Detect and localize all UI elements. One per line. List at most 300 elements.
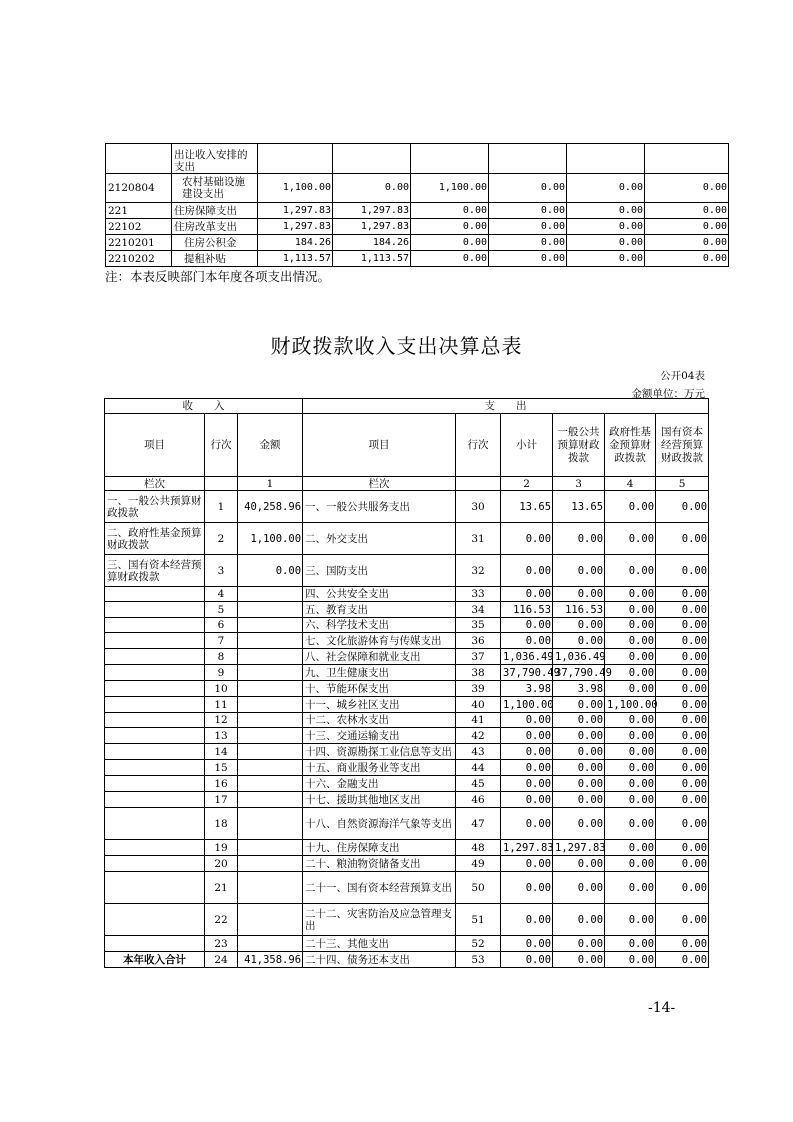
colnum-cell: 1 bbox=[238, 477, 303, 491]
name-cell: 出让收入安排的支出 bbox=[172, 144, 258, 174]
expense-item-cell: 二十四、债务还本支出 bbox=[303, 952, 456, 968]
state-capital-cell: 0.00 bbox=[656, 491, 709, 523]
income-item-cell bbox=[105, 665, 205, 681]
subtotal-cell: 0.00 bbox=[501, 728, 553, 744]
value-cell: 1,297.83 bbox=[333, 203, 411, 219]
line-header: 行次 bbox=[205, 414, 238, 477]
value-cell: 0.00 bbox=[489, 203, 567, 219]
table-note: 注：本表反映部门本年度各项支出情况。 bbox=[105, 269, 331, 284]
income-item-cell: 本年收入合计 bbox=[105, 952, 205, 968]
column-number-row bbox=[105, 477, 709, 491]
table-row bbox=[106, 144, 729, 174]
value-cell: 0.00 bbox=[411, 219, 489, 235]
table-row bbox=[105, 872, 709, 904]
expense-item-cell: 九、卫生健康支出 bbox=[303, 665, 456, 681]
amount-cell bbox=[238, 808, 303, 840]
value-cell: 0.00 bbox=[411, 235, 489, 251]
colnum-cell bbox=[205, 477, 238, 491]
value-cell bbox=[258, 144, 333, 174]
fund-budget-cell: 0.00 bbox=[605, 587, 656, 602]
expense-item-cell: 六、科学技术支出 bbox=[303, 618, 456, 633]
general-budget-cell: 37,790.49 bbox=[553, 665, 605, 681]
table-row bbox=[105, 713, 709, 728]
amount-cell bbox=[238, 904, 303, 936]
line-cell: 32 bbox=[456, 555, 501, 587]
general-budget-cell: 0.00 bbox=[553, 728, 605, 744]
expense-item-cell: 十八、自然资源海洋气象等支出 bbox=[303, 808, 456, 840]
line-cell: 44 bbox=[456, 760, 501, 776]
line-cell: 35 bbox=[456, 618, 501, 633]
fiscal-appropriation-summary-table bbox=[104, 398, 709, 968]
state-capital-cell: 0.00 bbox=[656, 618, 709, 633]
fund-budget-cell: 0.00 bbox=[605, 555, 656, 587]
colnum-label: 栏次 bbox=[105, 477, 205, 491]
amount-unit: 金额单位：万元 bbox=[631, 388, 705, 400]
line-cell: 19 bbox=[205, 840, 238, 856]
header-row bbox=[105, 399, 709, 414]
page-number: -14- bbox=[648, 1000, 676, 1016]
table-row bbox=[106, 235, 729, 251]
value-cell: 0.00 bbox=[645, 219, 729, 235]
income-item-cell: 一、一般公共预算财政拨款 bbox=[105, 491, 205, 523]
amount-cell bbox=[238, 776, 303, 792]
line-cell: 13 bbox=[205, 728, 238, 744]
value-cell: 0.00 bbox=[567, 203, 645, 219]
expense-item-cell: 五、教育支出 bbox=[303, 602, 456, 618]
table-row bbox=[105, 681, 709, 697]
expense-item-cell: 十一、城乡社区支出 bbox=[303, 697, 456, 713]
expense-item-cell: 二十二、灾害防治及应急管理支出 bbox=[303, 904, 456, 936]
line-cell: 15 bbox=[205, 760, 238, 776]
amount-cell bbox=[238, 728, 303, 744]
subtotal-cell: 1,100.00 bbox=[501, 697, 553, 713]
fund-budget-cell: 0.00 bbox=[605, 665, 656, 681]
line-cell: 39 bbox=[456, 681, 501, 697]
general-budget-cell: 0.00 bbox=[553, 555, 605, 587]
value-cell: 0.00 bbox=[411, 251, 489, 267]
amount-cell bbox=[238, 792, 303, 808]
state-capital-cell: 0.00 bbox=[656, 904, 709, 936]
income-item-cell bbox=[105, 808, 205, 840]
fund-budget-cell: 0.00 bbox=[605, 904, 656, 936]
general-budget-cell: 0.00 bbox=[553, 952, 605, 968]
code-cell: 2210202 bbox=[106, 251, 172, 267]
income-item-cell bbox=[105, 602, 205, 618]
state-capital-cell: 0.00 bbox=[656, 633, 709, 649]
line-cell: 43 bbox=[456, 744, 501, 760]
item-header: 项目 bbox=[303, 414, 456, 477]
income-item-cell bbox=[105, 681, 205, 697]
amount-cell bbox=[238, 681, 303, 697]
amount-cell bbox=[238, 649, 303, 665]
subtotal-cell: 0.00 bbox=[501, 744, 553, 760]
value-cell: 184.26 bbox=[333, 235, 411, 251]
line-cell: 11 bbox=[205, 697, 238, 713]
income-item-cell bbox=[105, 904, 205, 936]
value-cell bbox=[567, 144, 645, 174]
amount-cell bbox=[238, 618, 303, 633]
state-capital-header: 国有资本经营预算财政拨款 bbox=[656, 414, 709, 477]
table-row bbox=[105, 840, 709, 856]
amount-cell: 41,358.96 bbox=[238, 952, 303, 968]
line-cell: 3 bbox=[205, 555, 238, 587]
colnum-cell bbox=[456, 477, 501, 491]
expense-item-cell: 十四、资源勘探工业信息等支出 bbox=[303, 744, 456, 760]
general-budget-cell: 3.98 bbox=[553, 681, 605, 697]
colnum-cell: 2 bbox=[501, 477, 553, 491]
expense-item-cell: 十、节能环保支出 bbox=[303, 681, 456, 697]
line-cell: 31 bbox=[456, 523, 501, 555]
general-budget-cell: 0.00 bbox=[553, 904, 605, 936]
state-capital-cell: 0.00 bbox=[656, 697, 709, 713]
line-cell: 37 bbox=[456, 649, 501, 665]
value-cell: 184.26 bbox=[258, 235, 333, 251]
subtotal-cell: 0.00 bbox=[501, 952, 553, 968]
state-capital-cell: 0.00 bbox=[656, 713, 709, 728]
value-cell: 0.00 bbox=[645, 174, 729, 203]
table-row bbox=[105, 904, 709, 936]
state-capital-cell: 0.00 bbox=[656, 760, 709, 776]
fund-budget-cell: 0.00 bbox=[605, 792, 656, 808]
general-budget-cell: 1,036.49 bbox=[553, 649, 605, 665]
table-row bbox=[105, 744, 709, 760]
state-capital-cell: 0.00 bbox=[656, 665, 709, 681]
line-cell: 24 bbox=[205, 952, 238, 968]
subtotal-cell: 0.00 bbox=[501, 792, 553, 808]
fund-budget-cell: 1,100.00 bbox=[605, 697, 656, 713]
income-item-cell: 二、政府性基金预算财政拨款 bbox=[105, 523, 205, 555]
income-item-cell bbox=[105, 744, 205, 760]
subtotal-cell: 0.00 bbox=[501, 713, 553, 728]
subtotal-cell: 1,297.83 bbox=[501, 840, 553, 856]
state-capital-cell: 0.00 bbox=[656, 872, 709, 904]
income-item-cell bbox=[105, 840, 205, 856]
subtotal-cell: 1,036.49 bbox=[501, 649, 553, 665]
income-item-cell bbox=[105, 936, 205, 952]
line-cell: 9 bbox=[205, 665, 238, 681]
general-budget-cell: 0.00 bbox=[553, 633, 605, 649]
general-budget-cell: 0.00 bbox=[553, 792, 605, 808]
line-cell: 46 bbox=[456, 792, 501, 808]
line-cell: 41 bbox=[456, 713, 501, 728]
subtotal-cell: 0.00 bbox=[501, 904, 553, 936]
income-item-cell bbox=[105, 587, 205, 602]
line-cell: 51 bbox=[456, 904, 501, 936]
name-cell: 住房改革支出 bbox=[172, 219, 258, 235]
general-budget-cell: 0.00 bbox=[553, 856, 605, 872]
line-cell: 2 bbox=[205, 523, 238, 555]
state-capital-cell: 0.00 bbox=[656, 523, 709, 555]
state-capital-cell: 0.00 bbox=[656, 602, 709, 618]
expense-item-cell: 二十三、其他支出 bbox=[303, 936, 456, 952]
page-title: 财政拨款收入支出决算总表 bbox=[270, 334, 523, 358]
expense-item-cell: 十五、商业服务业等支出 bbox=[303, 760, 456, 776]
code-cell bbox=[106, 144, 172, 174]
amount-cell bbox=[238, 840, 303, 856]
value-cell: 0.00 bbox=[411, 203, 489, 219]
line-cell: 40 bbox=[456, 697, 501, 713]
value-cell: 0.00 bbox=[645, 235, 729, 251]
line-cell: 53 bbox=[456, 952, 501, 968]
general-budget-cell: 0.00 bbox=[553, 808, 605, 840]
table-row bbox=[105, 792, 709, 808]
table-row bbox=[105, 760, 709, 776]
table-row bbox=[105, 665, 709, 681]
table-row bbox=[105, 952, 709, 968]
general-budget-cell: 116.53 bbox=[553, 602, 605, 618]
table-row bbox=[106, 219, 729, 235]
state-capital-cell: 0.00 bbox=[656, 555, 709, 587]
income-item-cell bbox=[105, 713, 205, 728]
value-cell: 1,113.57 bbox=[333, 251, 411, 267]
income-item-cell bbox=[105, 618, 205, 633]
name-cell: 提租补贴 bbox=[172, 251, 258, 267]
name-cell: 住房公积金 bbox=[172, 235, 258, 251]
general-budget-cell: 0.00 bbox=[553, 713, 605, 728]
general-budget-cell: 0.00 bbox=[553, 872, 605, 904]
value-cell: 0.00 bbox=[645, 251, 729, 267]
line-cell: 52 bbox=[456, 936, 501, 952]
state-capital-cell: 0.00 bbox=[656, 728, 709, 744]
expense-item-cell: 二、外交支出 bbox=[303, 523, 456, 555]
amount-cell bbox=[238, 697, 303, 713]
value-cell: 0.00 bbox=[489, 174, 567, 203]
line-header: 行次 bbox=[456, 414, 501, 477]
table-row bbox=[106, 203, 729, 219]
income-item-cell bbox=[105, 856, 205, 872]
amount-cell bbox=[238, 633, 303, 649]
general-budget-header: 一般公共预算财政拨款 bbox=[553, 414, 605, 477]
fund-budget-cell: 0.00 bbox=[605, 936, 656, 952]
amount-cell bbox=[238, 872, 303, 904]
name-cell: 农村基础设施建设支出 bbox=[172, 174, 258, 203]
value-cell: 0.00 bbox=[567, 235, 645, 251]
amount-cell bbox=[238, 744, 303, 760]
line-cell: 48 bbox=[456, 840, 501, 856]
income-item-cell bbox=[105, 792, 205, 808]
colnum-cell: 5 bbox=[656, 477, 709, 491]
line-cell: 34 bbox=[456, 602, 501, 618]
subtotal-cell: 0.00 bbox=[501, 633, 553, 649]
general-budget-cell: 1,297.83 bbox=[553, 840, 605, 856]
general-budget-cell: 0.00 bbox=[553, 760, 605, 776]
expense-item-cell: 七、文化旅游体育与传媒支出 bbox=[303, 633, 456, 649]
table-row bbox=[105, 936, 709, 952]
line-cell: 49 bbox=[456, 856, 501, 872]
general-budget-cell: 0.00 bbox=[553, 618, 605, 633]
table-row bbox=[105, 523, 709, 555]
state-capital-cell: 0.00 bbox=[656, 792, 709, 808]
expense-item-cell: 一、一般公共服务支出 bbox=[303, 491, 456, 523]
expense-item-cell: 三、国防支出 bbox=[303, 555, 456, 587]
value-cell: 0.00 bbox=[333, 174, 411, 203]
value-cell: 1,100.00 bbox=[411, 174, 489, 203]
value-cell: 0.00 bbox=[645, 203, 729, 219]
expense-item-cell: 四、公共安全支出 bbox=[303, 587, 456, 602]
continued-expense-table bbox=[105, 143, 729, 267]
item-header: 项目 bbox=[105, 414, 205, 477]
fund-budget-cell: 0.00 bbox=[605, 713, 656, 728]
line-cell: 22 bbox=[205, 904, 238, 936]
table-row bbox=[105, 618, 709, 633]
subtotal-cell: 13.65 bbox=[501, 491, 553, 523]
line-cell: 47 bbox=[456, 808, 501, 840]
income-header: 收 入 bbox=[105, 399, 303, 414]
line-cell: 30 bbox=[456, 491, 501, 523]
amount-cell bbox=[238, 713, 303, 728]
amount-cell: 1,100.00 bbox=[238, 523, 303, 555]
value-cell: 1,297.83 bbox=[258, 219, 333, 235]
income-item-cell bbox=[105, 649, 205, 665]
state-capital-cell: 0.00 bbox=[656, 952, 709, 968]
expense-item-cell: 十七、援助其他地区支出 bbox=[303, 792, 456, 808]
fund-budget-cell: 0.00 bbox=[605, 649, 656, 665]
line-cell: 23 bbox=[205, 936, 238, 952]
line-cell: 1 bbox=[205, 491, 238, 523]
table-number: 公开04表 bbox=[660, 370, 705, 382]
income-item-cell bbox=[105, 697, 205, 713]
header-row bbox=[105, 414, 709, 477]
table-row bbox=[106, 174, 729, 203]
table-row bbox=[105, 808, 709, 840]
code-cell: 221 bbox=[106, 203, 172, 219]
colnum-cell: 4 bbox=[605, 477, 656, 491]
subtotal-cell: 0.00 bbox=[501, 872, 553, 904]
amount-cell bbox=[238, 665, 303, 681]
code-cell: 2120804 bbox=[106, 174, 172, 203]
table-row bbox=[105, 728, 709, 744]
state-capital-cell: 0.00 bbox=[656, 840, 709, 856]
subtotal-cell: 0.00 bbox=[501, 760, 553, 776]
fund-budget-cell: 0.00 bbox=[605, 602, 656, 618]
expense-item-cell: 十六、金融支出 bbox=[303, 776, 456, 792]
value-cell bbox=[411, 144, 489, 174]
income-item-cell bbox=[105, 633, 205, 649]
income-item-cell bbox=[105, 760, 205, 776]
income-item-cell: 三、国有资本经营预算财政拨款 bbox=[105, 555, 205, 587]
fund-budget-cell: 0.00 bbox=[605, 776, 656, 792]
state-capital-cell: 0.00 bbox=[656, 776, 709, 792]
line-cell: 50 bbox=[456, 872, 501, 904]
fund-budget-cell: 0.00 bbox=[605, 491, 656, 523]
line-cell: 36 bbox=[456, 633, 501, 649]
line-cell: 21 bbox=[205, 872, 238, 904]
line-cell: 5 bbox=[205, 602, 238, 618]
table-row bbox=[105, 649, 709, 665]
state-capital-cell: 0.00 bbox=[656, 649, 709, 665]
colnum-label: 栏次 bbox=[303, 477, 456, 491]
value-cell: 0.00 bbox=[567, 219, 645, 235]
general-budget-cell: 0.00 bbox=[553, 776, 605, 792]
amount-header: 金额 bbox=[238, 414, 303, 477]
colnum-cell: 3 bbox=[553, 477, 605, 491]
value-cell bbox=[645, 144, 729, 174]
value-cell: 1,297.83 bbox=[333, 219, 411, 235]
name-cell: 住房保障支出 bbox=[172, 203, 258, 219]
line-cell: 4 bbox=[205, 587, 238, 602]
fund-budget-cell: 0.00 bbox=[605, 633, 656, 649]
general-budget-cell: 0.00 bbox=[553, 523, 605, 555]
line-cell: 18 bbox=[205, 808, 238, 840]
fund-budget-cell: 0.00 bbox=[605, 856, 656, 872]
line-cell: 10 bbox=[205, 681, 238, 697]
line-cell: 45 bbox=[456, 776, 501, 792]
amount-cell bbox=[238, 856, 303, 872]
value-cell: 1,113.57 bbox=[258, 251, 333, 267]
fund-budget-cell: 0.00 bbox=[605, 681, 656, 697]
value-cell: 0.00 bbox=[489, 251, 567, 267]
table-row bbox=[105, 555, 709, 587]
fund-budget-cell: 0.00 bbox=[605, 808, 656, 840]
general-budget-cell: 0.00 bbox=[553, 936, 605, 952]
line-cell: 8 bbox=[205, 649, 238, 665]
table-row bbox=[105, 856, 709, 872]
table-row bbox=[105, 587, 709, 602]
income-item-cell bbox=[105, 872, 205, 904]
value-cell: 0.00 bbox=[489, 219, 567, 235]
fund-budget-cell: 0.00 bbox=[605, 840, 656, 856]
expense-item-cell: 二十一、国有资本经营预算支出 bbox=[303, 872, 456, 904]
amount-cell bbox=[238, 602, 303, 618]
income-item-cell bbox=[105, 776, 205, 792]
expense-item-cell: 八、社会保障和就业支出 bbox=[303, 649, 456, 665]
table-row bbox=[105, 633, 709, 649]
amount-cell bbox=[238, 936, 303, 952]
fund-budget-cell: 0.00 bbox=[605, 523, 656, 555]
code-cell: 22102 bbox=[106, 219, 172, 235]
state-capital-cell: 0.00 bbox=[656, 808, 709, 840]
general-budget-cell: 0.00 bbox=[553, 587, 605, 602]
value-cell: 0.00 bbox=[567, 251, 645, 267]
subtotal-cell: 0.00 bbox=[501, 936, 553, 952]
state-capital-cell: 0.00 bbox=[656, 587, 709, 602]
value-cell: 1,297.83 bbox=[258, 203, 333, 219]
value-cell bbox=[333, 144, 411, 174]
subtotal-cell: 116.53 bbox=[501, 602, 553, 618]
amount-cell bbox=[238, 587, 303, 602]
line-cell: 16 bbox=[205, 776, 238, 792]
table-row bbox=[105, 491, 709, 523]
line-cell: 7 bbox=[205, 633, 238, 649]
fund-budget-cell: 0.00 bbox=[605, 618, 656, 633]
line-cell: 20 bbox=[205, 856, 238, 872]
amount-cell bbox=[238, 760, 303, 776]
value-cell: 0.00 bbox=[489, 235, 567, 251]
line-cell: 42 bbox=[456, 728, 501, 744]
state-capital-cell: 0.00 bbox=[656, 856, 709, 872]
expense-item-cell: 二十、粮油物资储备支出 bbox=[303, 856, 456, 872]
code-cell: 2210201 bbox=[106, 235, 172, 251]
fund-budget-cell: 0.00 bbox=[605, 744, 656, 760]
value-cell bbox=[489, 144, 567, 174]
value-cell: 0.00 bbox=[567, 174, 645, 203]
fund-budget-cell: 0.00 bbox=[605, 728, 656, 744]
expense-header: 支 出 bbox=[303, 399, 709, 414]
amount-cell: 0.00 bbox=[238, 555, 303, 587]
expense-item-cell: 十三、交通运输支出 bbox=[303, 728, 456, 744]
subtotal-cell: 0.00 bbox=[501, 618, 553, 633]
subtotal-cell: 0.00 bbox=[501, 555, 553, 587]
subtotal-cell: 0.00 bbox=[501, 808, 553, 840]
line-cell: 17 bbox=[205, 792, 238, 808]
line-cell: 33 bbox=[456, 587, 501, 602]
expense-item-cell: 十九、住房保障支出 bbox=[303, 840, 456, 856]
value-cell: 1,100.00 bbox=[258, 174, 333, 203]
line-cell: 38 bbox=[456, 665, 501, 681]
income-item-cell bbox=[105, 728, 205, 744]
table-row bbox=[106, 251, 729, 267]
state-capital-cell: 0.00 bbox=[656, 936, 709, 952]
